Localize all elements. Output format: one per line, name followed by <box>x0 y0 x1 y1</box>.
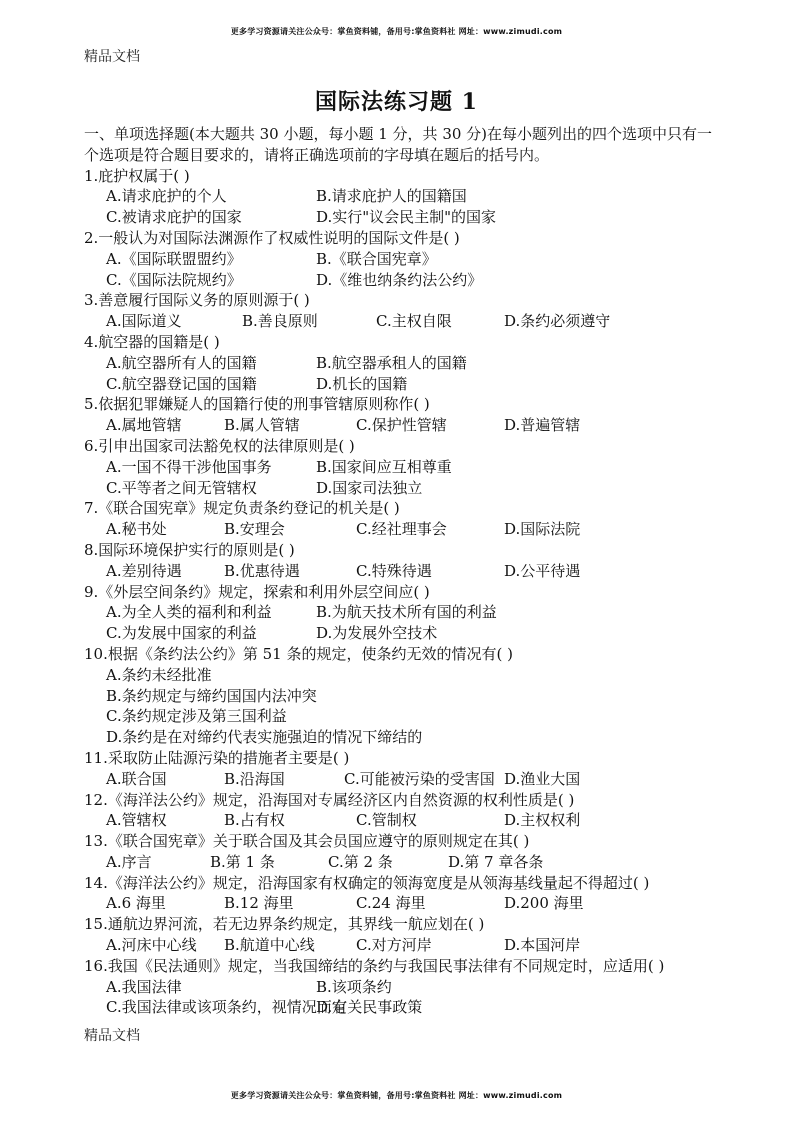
question-9 <box>84 582 724 644</box>
option-c: C.《国际法院规约》 <box>106 270 242 289</box>
option-c: C.经社理事会 <box>356 520 447 539</box>
option-c: C.被请求庇护的国家 <box>106 208 242 227</box>
option-a: A.差别待遇 <box>106 561 182 580</box>
watermark-top: 精品文档 <box>84 49 140 65</box>
question-6 <box>84 436 724 498</box>
option-row <box>84 311 724 332</box>
option-c: C.保护性管辖 <box>356 416 447 435</box>
option-a: A.秘书处 <box>106 520 167 539</box>
question-7 <box>84 498 724 540</box>
question-text: 11.采取防止陆源污染的措施者主要是( ) <box>84 748 350 767</box>
option-row <box>84 810 724 831</box>
question-3 <box>84 290 724 332</box>
question-2 <box>84 228 724 290</box>
question-5 <box>84 394 724 436</box>
option-row <box>84 207 724 228</box>
option-b: B.12 海里 <box>224 894 294 913</box>
option-d: D.渔业大国 <box>504 769 581 788</box>
option-c: C.对方河岸 <box>356 936 432 955</box>
option-row <box>84 602 724 623</box>
option-row <box>84 561 724 582</box>
option-b: B.国家间应互相尊重 <box>316 457 452 476</box>
option-row <box>84 893 724 914</box>
option-b: B.为航天技术所有国的利益 <box>316 603 497 622</box>
question-text: 5.依据犯罪嫌疑人的国籍行使的刑事管辖原则称作( ) <box>84 395 430 414</box>
question-10 <box>84 644 724 748</box>
option-c: C.特殊待遇 <box>356 561 432 580</box>
option-d: D.条约是在对缔约代表实施强迫的情况下缔结的 <box>106 728 423 747</box>
option-d: D.条约必须遵守 <box>504 312 611 331</box>
option-row <box>84 769 724 790</box>
option-b: B.安理会 <box>224 520 285 539</box>
question-15 <box>84 914 724 956</box>
option-c: C.平等者之间无管辖权 <box>106 478 257 497</box>
option-b: B.占有权 <box>224 811 285 830</box>
option-b: B.第 1 条 <box>210 852 275 871</box>
option-row <box>84 706 724 727</box>
question-text: 16.我国《民法通则》规定，当我国缔结的条约与我国民事法律有不同规定时，应适用( ) <box>84 956 665 975</box>
option-b: B.请求庇护人的国籍国 <box>316 187 467 206</box>
option-c: C.可能被污染的受害国 <box>344 769 495 788</box>
option-a: A.河床中心线 <box>106 936 197 955</box>
page-title: 国际法练习题 1 <box>315 89 478 115</box>
question-text: 6.引申出国家司法豁免权的法律原则是( ) <box>84 436 355 455</box>
option-a: A.联合国 <box>106 769 167 788</box>
question-14 <box>84 873 724 915</box>
option-row <box>84 457 724 478</box>
question-text: 12.《海洋法公约》规定，沿海国对专属经济区内自然资源的权利性质是( ) <box>84 790 575 809</box>
question-list <box>84 166 724 1019</box>
option-a: A.《国际联盟盟约》 <box>106 249 242 268</box>
option-a: A.请求庇护的个人 <box>106 187 227 206</box>
question-text: 8.国际环境保护实行的原则是( ) <box>84 540 295 559</box>
option-b: B.《联合国宪章》 <box>316 249 437 268</box>
option-d: D.《维也纳条约法公约》 <box>316 270 483 289</box>
question-text: 15.通航边界河流，若无边界条约规定，其界线一航应划在( ) <box>84 915 485 934</box>
document-body <box>84 124 724 1018</box>
option-row <box>84 935 724 956</box>
option-b: B.航道中心线 <box>224 936 315 955</box>
question-text: 10.根据《条约法公约》第 51 条的规定，使条约无效的情况有( ) <box>84 644 513 663</box>
option-row <box>84 415 724 436</box>
option-d: D.国际法院 <box>504 520 581 539</box>
option-row <box>84 353 724 374</box>
option-b: B.善良原则 <box>242 312 318 331</box>
header-banner: 更多学习资源请关注公众号：掌鱼资料铺，备用号:掌鱼资料社 网址：www.zimudi.com <box>230 27 563 36</box>
section-intro: 一、单项选择题(本大题共 30 小题，每小题 1 分，共 30 分)在每小题列出的四个选项中只有一个选项是符合题目要求的，请将正确选项前的字母填在题后的括号内。 <box>84 125 713 164</box>
option-row <box>84 977 724 998</box>
option-a: A.国际道义 <box>106 312 182 331</box>
option-a: A.属地管辖 <box>106 416 182 435</box>
option-a: A.一国不得干涉他国事务 <box>106 457 272 476</box>
option-c: C.主权自限 <box>376 312 452 331</box>
option-row <box>84 852 724 873</box>
option-d: D.第 7 章各条 <box>448 852 544 871</box>
option-b: B.航空器承租人的国籍 <box>316 353 467 372</box>
option-d: D.为发展外空技术 <box>316 624 438 643</box>
question-text: 9.《外层空间条约》规定，探索和利用外层空间应( ) <box>84 582 430 601</box>
option-a: A.为全人类的福利和利益 <box>106 603 272 622</box>
question-8 <box>84 540 724 582</box>
option-c: C.管制权 <box>356 811 417 830</box>
question-11 <box>84 748 724 790</box>
option-row <box>84 997 724 1018</box>
option-a: A.我国法律 <box>106 977 182 996</box>
option-row <box>84 186 724 207</box>
question-text: 4.航空器的国籍是( ) <box>84 332 220 351</box>
question-text: 1.庇护权属于( ) <box>84 166 190 185</box>
option-a: A.6 海里 <box>106 894 166 913</box>
option-a: A.管辖权 <box>106 811 167 830</box>
option-a: A.航空器所有人的国籍 <box>106 353 257 372</box>
option-b: B.条约规定与缔约国国内法冲突 <box>106 686 317 705</box>
question-text: 3.善意履行国际义务的原则源于( ) <box>84 291 310 310</box>
option-b: B.该项条约 <box>316 977 392 996</box>
option-d: D.本国河岸 <box>504 936 581 955</box>
option-d: D.公平待遇 <box>504 561 581 580</box>
option-row <box>84 249 724 270</box>
option-b: B.沿海国 <box>224 769 285 788</box>
option-d: D.有关民事政策 <box>316 998 423 1017</box>
option-c: C.24 海里 <box>356 894 426 913</box>
question-text: 2.一般认为对国际法渊源作了权威性说明的国际文件是( ) <box>84 228 460 247</box>
option-row <box>84 270 724 291</box>
option-d: D.普遍管辖 <box>504 416 581 435</box>
question-12 <box>84 790 724 832</box>
option-a: A.序言 <box>106 852 152 871</box>
option-c: C.我国法律或该项条约，视情况而定 <box>106 998 347 1017</box>
option-row <box>84 623 724 644</box>
option-c: C.航空器登记国的国籍 <box>106 374 257 393</box>
option-c: C.为发展中国家的利益 <box>106 624 257 643</box>
option-a: A.条约未经批准 <box>106 665 212 684</box>
option-b: B.优惠待遇 <box>224 561 300 580</box>
question-text: 7.《联合国宪章》规定负责条约登记的机关是( ) <box>84 499 400 518</box>
option-row <box>84 686 724 707</box>
option-d: D.国家司法独立 <box>316 478 423 497</box>
option-row <box>84 374 724 395</box>
watermark-bottom: 精品文档 <box>84 1028 140 1044</box>
question-text: 14.《海洋法公约》规定，沿海国家有权确定的领海宽度是从领海基线量起不得超过( ) <box>84 873 650 892</box>
option-d: D.实行"议会民主制"的国家 <box>316 208 497 227</box>
option-d: D.机长的国籍 <box>316 374 408 393</box>
footer-banner: 更多学习资源请关注公众号：掌鱼资料铺，备用号:掌鱼资料社 网址：www.zimudi.com <box>230 1091 563 1100</box>
question-16 <box>84 956 724 1018</box>
question-13 <box>84 831 724 873</box>
option-row <box>84 727 724 748</box>
option-row <box>84 519 724 540</box>
option-d: D.200 海里 <box>504 894 584 913</box>
option-d: D.主权权利 <box>504 811 581 830</box>
option-c: C.第 2 条 <box>328 852 393 871</box>
option-c: C.条约规定涉及第三国利益 <box>106 707 287 726</box>
option-row <box>84 665 724 686</box>
question-text: 13.《联合国宪章》关于联合国及其会员国应遵守的原则规定在其( ) <box>84 832 530 851</box>
question-1 <box>84 166 724 228</box>
question-4 <box>84 332 724 394</box>
option-b: B.属人管辖 <box>224 416 300 435</box>
option-row <box>84 478 724 499</box>
